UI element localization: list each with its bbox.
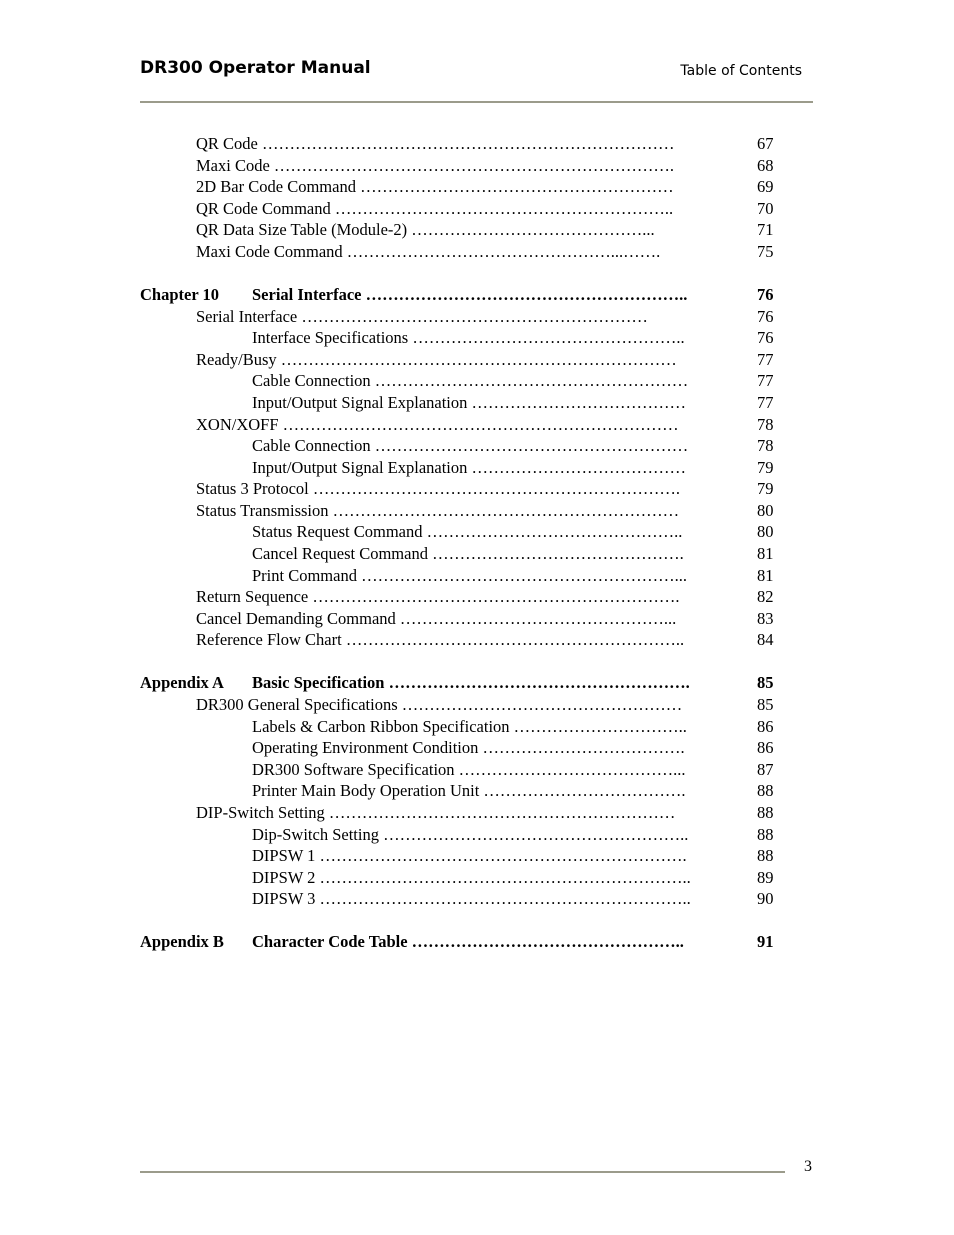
toc-entry[interactable]: XON/XOFF ……………………………………………………………… 78 [196,414,774,434]
toc-entry[interactable]: Interface Specifications ………………………………………….. 76 [252,328,774,348]
toc-entry[interactable]: Cable Connection ………………………………………………… 78 [252,436,774,456]
toc-entry[interactable]: QR Data Size Table (Module-2) ……………………………………... 71 [196,220,774,240]
toc-entry[interactable]: Maxi Code Command …………………………………………...……. 75 [196,241,774,261]
toc-entry[interactable]: DIPSW 2 ………………………………………………………….. 89 [252,867,774,887]
toc-entry[interactable]: DIPSW 3 ………………………………………………………….. 90 [252,889,774,909]
spacer [140,651,780,672]
toc-entry[interactable]: DR300 Software Specification …………………………………... 87 [252,759,774,779]
toc-appendix-b[interactable]: Appendix B Character Code Table ………………………………………….. 91 [140,932,774,952]
spacer [140,263,780,284]
toc-entry[interactable]: Status Transmission ……………………………………………………… 80 [196,500,774,520]
toc-entry[interactable]: DIPSW 1 …………………………………………………………. 88 [252,846,774,866]
toc-entry[interactable]: Return Sequence …………………………………………………………. 82 [196,587,774,607]
section-name: Table of Contents [680,63,802,79]
toc-entry[interactable]: Labels & Carbon Ribbon Specification ………………………….. 86 [252,716,774,736]
toc-entry[interactable]: Status 3 Protocol …………………………………………………………. 79 [196,479,774,499]
toc-entry[interactable]: Serial Interface ……………………………………………………… 76 [196,306,774,326]
manual-title: DR300 Operator Manual [140,58,371,78]
toc-entry[interactable]: QR Code ………………………………………………………………… 67 [196,134,774,153]
spacer [140,910,780,931]
toc-entry[interactable]: Input/Output Signal Explanation ………………………………… 79 [252,457,774,477]
toc-entry[interactable]: Cancel Demanding Command …………………………………………... 83 [196,608,774,628]
toc-entry[interactable]: DIP-Switch Setting ……………………………………………………… 88 [196,803,774,822]
toc-chapter-10[interactable]: Chapter 10 Serial Interface ………………………………………………….. 76 [140,284,774,304]
toc-entry[interactable]: Reference Flow Chart …………………………………………………….. 84 [196,630,774,650]
toc-entry[interactable]: Operating Environment Condition ………………………………. 86 [252,738,774,758]
header-rule [140,101,813,103]
toc-entry[interactable]: Dip-Switch Setting ……………………………………………….. 88 [252,824,774,844]
toc-entry[interactable]: Maxi Code ………………………………………………………………. 68 [196,155,774,175]
toc-entry[interactable]: Ready/Busy ……………………………………………………………… 77 [196,349,774,369]
page-number: 3 [804,1158,812,1175]
toc-entry[interactable]: Printer Main Body Operation Unit ………………………………. 88 [252,781,774,801]
toc-entry[interactable]: 2D Bar Code Command ………………………………………………… 69 [196,177,774,197]
toc-entry[interactable]: DR300 General Specifications …………………………………………… 85 [196,695,774,715]
toc-entry[interactable]: Print Command …………………………………………………... 81 [252,565,774,585]
toc-appendix-a[interactable]: Appendix A Basic Specification ………………………………………………. 85 [140,673,774,693]
table-of-contents [140,133,780,953]
footer-rule [140,1171,785,1173]
toc-entry[interactable]: Input/Output Signal Explanation ………………………………… 77 [252,392,774,412]
toc-entry[interactable]: Status Request Command ……………………………………….. 80 [252,522,774,542]
toc-entry[interactable]: Cable Connection ………………………………………………… 77 [252,371,774,391]
toc-entry[interactable]: QR Code Command …………………………………………………….. 70 [196,198,774,218]
toc-entry[interactable]: Cancel Request Command ………………………………………. 81 [252,544,774,564]
